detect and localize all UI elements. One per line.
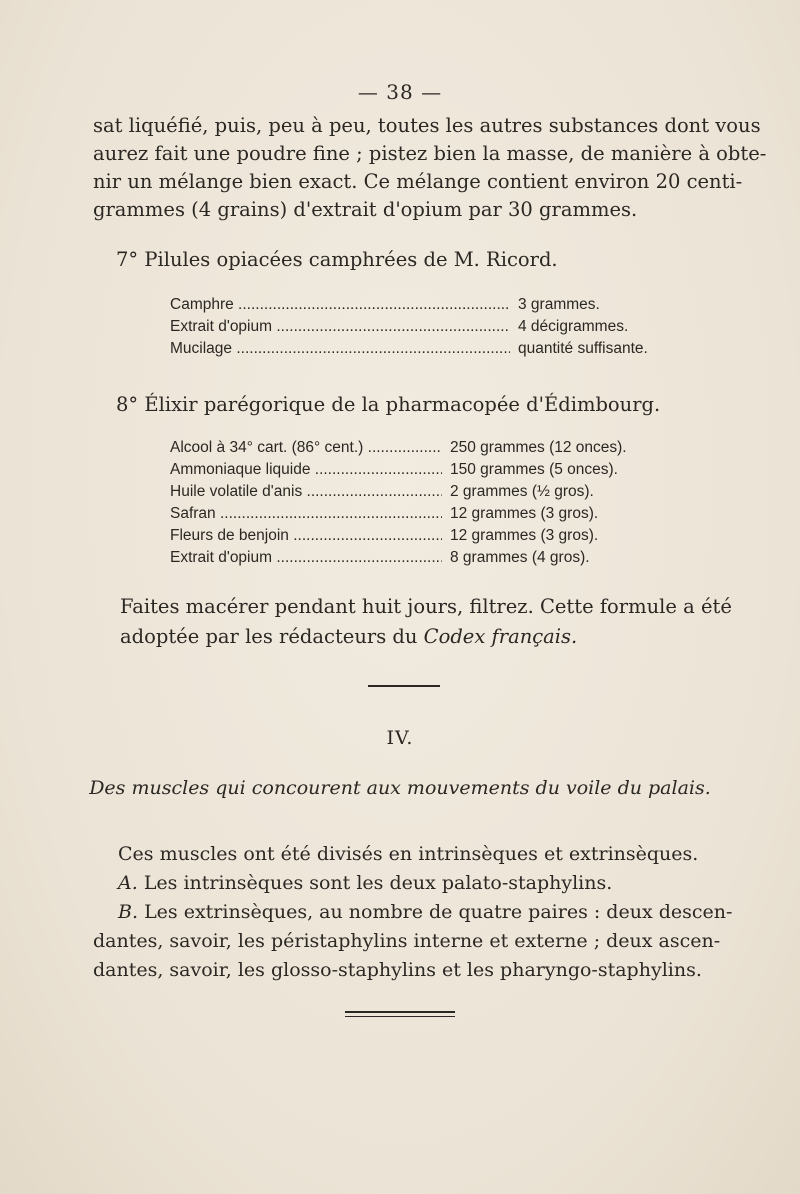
- ingredient-name: Mucilage: [170, 340, 233, 357]
- ingredient-row: [170, 503, 662, 525]
- end-rule-bottom: [345, 1016, 455, 1017]
- recipe-7-ingredients: [170, 294, 648, 360]
- ingredient-row: [170, 437, 662, 459]
- divider-rule: [368, 685, 440, 687]
- ingredient-quantity: 4 décigrammes.: [518, 318, 629, 335]
- ingredient-quantity: quantité suffisante.: [518, 340, 648, 357]
- ingredient-name: Huile volatile d'anis: [170, 483, 303, 500]
- section-number: IV.: [386, 727, 414, 749]
- codex-title: Codex français.: [423, 625, 578, 648]
- ingredient-quantity: 8 grammes (4 gros).: [450, 549, 590, 566]
- ingredient-row: [170, 316, 640, 338]
- ingredient-name: Alcool à 34° cart. (86° cent.): [170, 439, 364, 456]
- ingredient-row: [170, 547, 662, 569]
- section-body: [93, 840, 738, 985]
- text-line: [93, 869, 738, 898]
- ingredient-quantity: 12 grammes (3 gros).: [450, 527, 599, 544]
- ingredient-name: Camphre: [170, 296, 234, 313]
- ingredient-name: Extrait d'opium: [170, 318, 273, 335]
- text-line: dantes, savoir, les glosso-staphylins et les pharyngo-staphylins.: [93, 959, 702, 981]
- ingredient-name: Fleurs de benjoin: [170, 527, 289, 544]
- ingredient-row: [170, 294, 640, 316]
- ingredient-name: Ammoniaque liquide: [170, 461, 311, 478]
- ingredient-row: [170, 459, 662, 481]
- ingredient-quantity: 250 grammes (12 onces).: [450, 439, 627, 456]
- ingredient-quantity: 12 grammes (3 gros).: [450, 505, 599, 522]
- text-line: grammes (4 grains) d'extrait d'opium par 30 grammes.: [93, 198, 638, 221]
- ingredient-row: [170, 338, 648, 360]
- ingredient-quantity: 150 grammes (5 onces).: [450, 461, 618, 478]
- text-line: dantes, savoir, les péristaphylins interne et externe ; deux ascen-: [93, 930, 721, 952]
- text-line: Faites macérer pendant huit jours, filtrez. Cette formule a été: [120, 595, 732, 618]
- ingredient-row: [170, 525, 662, 547]
- note-text: adoptée par les rédacteurs du: [120, 625, 424, 648]
- item-marker: B.: [118, 901, 139, 923]
- text-line: sat liquéfié, puis, peu à peu, toutes les autres substances dont vous: [93, 114, 761, 137]
- recipe-8-ingredients: [170, 437, 662, 569]
- end-rule-top: [345, 1011, 455, 1013]
- ingredient-name: Safran: [170, 505, 216, 522]
- intro-paragraph: [93, 112, 767, 224]
- page-number: — 38 —: [357, 80, 443, 104]
- text-line: [120, 622, 740, 652]
- text-line: aurez fait une poudre fine ; pistez bien la masse, de manière à obte-: [93, 142, 767, 165]
- item-marker: A.: [118, 872, 138, 894]
- ingredient-row: [170, 481, 662, 503]
- ingredient-quantity: 2 grammes (½ gros).: [450, 483, 594, 500]
- recipe-7-heading: 7° Pilules opiacées camphrées de M. Ricord.: [116, 248, 558, 271]
- item-text: Les extrinsèques, au nombre de quatre paires : deux descen-: [144, 901, 733, 923]
- recipe-8-heading: 8° Élixir parégorique de la pharmacopée d'Édimbourg.: [116, 393, 661, 416]
- section-title: Des muscles qui concourent aux mouvements du voile du palais.: [89, 777, 711, 799]
- item-text: Les intrinsèques sont les deux palato-staphylins.: [143, 872, 613, 894]
- ingredient-quantity: 3 grammes.: [518, 296, 600, 313]
- text-line: [93, 898, 738, 927]
- recipe-8-note: [120, 592, 740, 652]
- ingredient-name: Extrait d'opium: [170, 549, 273, 566]
- text-line: Ces muscles ont été divisés en intrinsèques et extrinsèques.: [118, 843, 699, 865]
- text-line: nir un mélange bien exact. Ce mélange contient environ 20 centi-: [93, 170, 743, 193]
